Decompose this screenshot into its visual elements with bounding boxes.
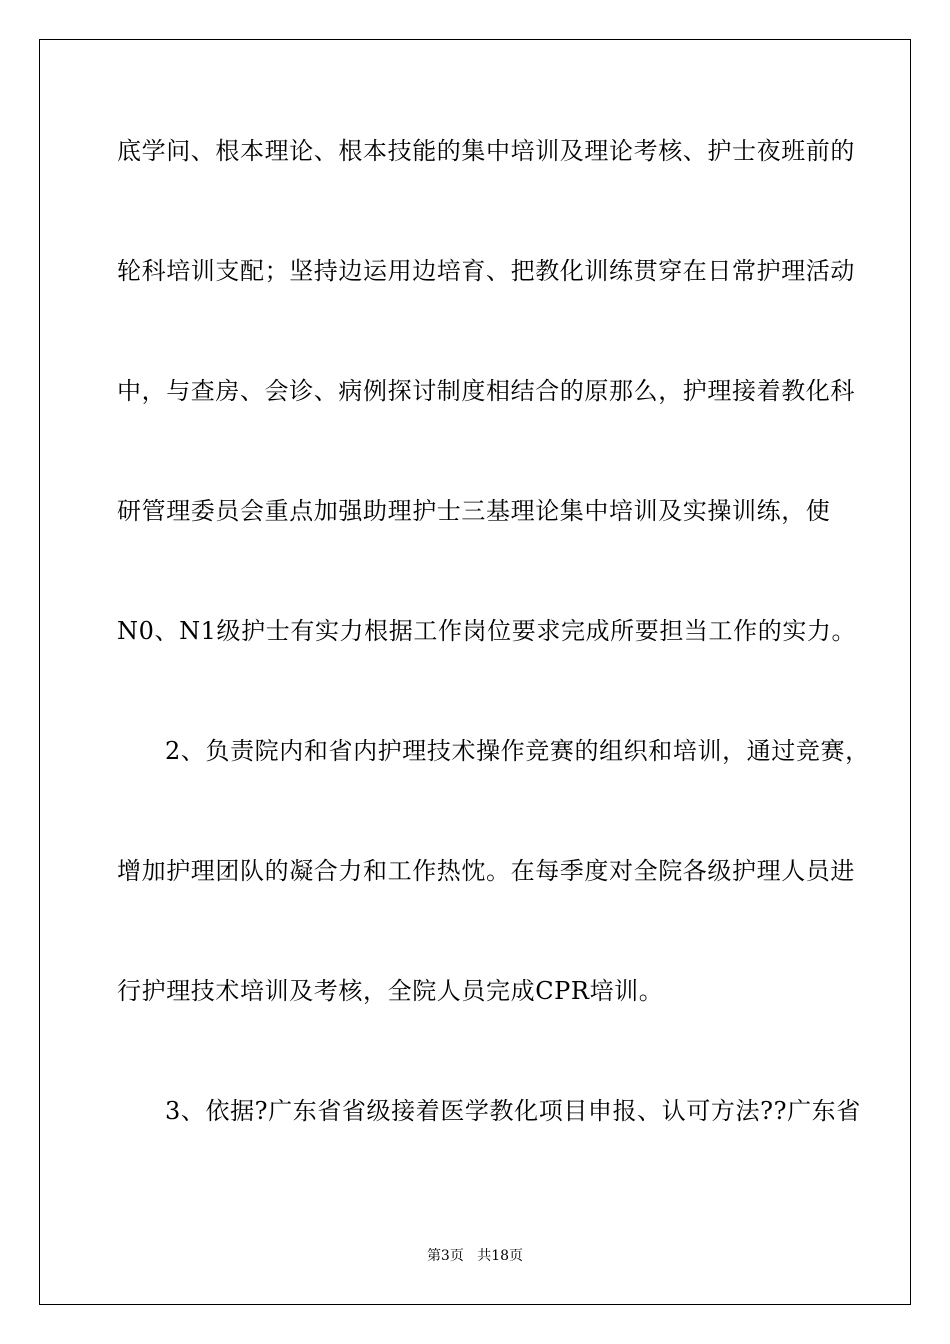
body-text-line: 研管理委员会重点加强助理护士三基理论集中培训及实操训练，使 — [117, 497, 831, 525]
body-text-line: N0、N1级护士有实力根据工作岗位要求完成所要担当工作的实力。 — [117, 617, 857, 645]
paragraph-3-start: 3、依据?广东省省级接着医学教化项目申报、认可方法??广东省 — [165, 1097, 861, 1125]
body-text-line: 底学问、根本理论、根本技能的集中培训及理论考核、护士夜班前的 — [117, 137, 855, 165]
body-text-line: 中，与查房、会诊、病例探讨制度相结合的原那么，护理接着教化科 — [117, 377, 855, 405]
page-footer — [0, 1247, 950, 1265]
page-total: 共18页 — [477, 1248, 524, 1264]
body-text-line: 行护理技术培训及考核，全院人员完成CPR培训。 — [117, 977, 664, 1005]
body-text-line: 增加护理团队的凝合力和工作热忱。在每季度对全院各级护理人员进 — [117, 857, 855, 885]
paragraph-2-start: 2、负责院内和省内护理技术操作竞赛的组织和培训，通过竞赛， — [165, 737, 870, 765]
page-number: 第3页 — [426, 1248, 464, 1264]
body-text-line: 轮科培训支配；坚持边运用边培育、把教化训练贯穿在日常护理活动 — [117, 257, 855, 285]
